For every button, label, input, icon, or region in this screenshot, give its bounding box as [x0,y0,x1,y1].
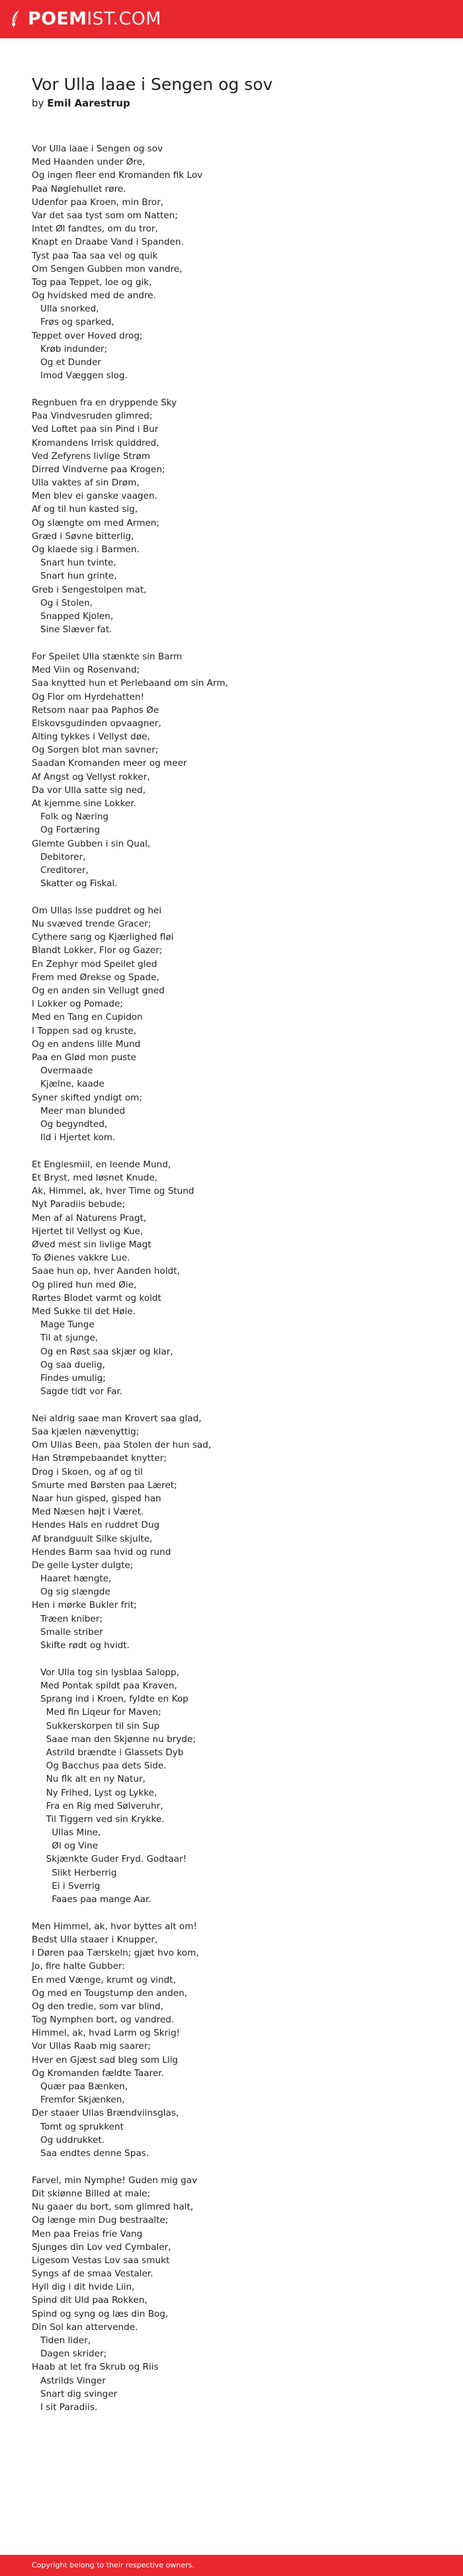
poem-line: Ullas Mine, [32,1827,101,1839]
poem-line: Og i Stolen, [32,597,93,608]
poem-line: To Øienes vakkre Lue. [32,1253,130,1264]
quill-pen-icon [9,10,22,28]
poem-line: I Døren paa Tærskeln; gjæt hvo kom, [32,1948,199,1959]
poem-line: Ulla snorked, [32,304,99,315]
poem-line: Cythere sang og Kjærlighed fløi [32,932,174,943]
poem-line: Men Himmel, ak, hvor byttes alt om! [32,1921,197,1932]
poem-line: Snart hun tvinte, [32,558,116,569]
poem-line: Saadan Kromanden meer og meer [32,758,187,769]
poem-line: En Zephyr mod Speilet gled [32,958,157,970]
poem-line: Slikt Herberrig [32,1867,117,1878]
poem-line: Quær paa Bænken, [32,2081,128,2093]
poem-line: Farvel, min Nymphe! Guden mig gav [32,2175,198,2186]
site-footer [0,2555,463,2576]
poem-line: Tomt og sprukkent [32,2121,124,2132]
poem-line: Tog paa Teppet, loe og gik, [32,276,152,288]
poem-line: Hyll dig i dit hvide Liin, [32,2282,135,2293]
stanza [32,1412,442,1652]
poem-line: Med fin Liqeur for Maven; [32,1707,161,1718]
poem-line: Spind dit Uld paa Rokken, [32,2295,147,2306]
poem-line: Og længe min Dug bestraalte; [32,2215,169,2226]
poem-line: Spind og syng og læs din Bog, [32,2308,169,2319]
poem-line: Smurte med Børsten paa Læret; [32,1479,177,1491]
poem-line: Og den tredie, som var blind, [32,2001,163,2012]
poem-line: Sagde tidt vor Far. [32,1386,123,1397]
poem-line: Ligesom Vestas Lov saa smukt [32,2255,170,2266]
poem-line: Og et Dunder [32,357,101,368]
poem-line: Sjunges din Lov ved Cymbaler, [32,2241,171,2253]
poem-line: Nu gaaer du bort, som glimred halt, [32,2202,194,2213]
poem-line: Rørtes Blodet varmt og koldt [32,1292,161,1304]
poem-line: Nu svæved trende Gracer; [32,919,151,930]
poem-line: I Toppen sad og kruste, [32,1025,136,1036]
poem-line: Om Sengen Gubben mon vandre, [32,263,183,274]
poem-line: Med en Tang en Cupidon [32,1012,143,1023]
poem-line: Nei aldrig saae man Krovert saa glad, [32,1413,202,1424]
stanza [32,904,442,1144]
poem-line: Ny Frihed, Lyst og Lykke, [32,1787,157,1798]
poem-line: Snart dig svinger [32,2388,118,2399]
poem-line: Og en Røst saa skjær og klar, [32,1346,173,1357]
poem-line: Og Fortæring [32,825,101,836]
poem-line: Jo, fire halte Gubber: [32,1961,125,1972]
poem-line: Snapped Kjolen, [32,610,114,622]
poem-line: Saae man den Skjønne nu bryde; [32,1733,196,1745]
poem-line: Øl og Vine [32,1841,99,1852]
poem-line: Vor Ulla laae i Sengen og sov [32,144,163,154]
poem-line: Tyst paa Taa saa vel og quik [32,250,158,261]
poem-line: Astrild brændte i Glassets Dyb [32,1747,184,1758]
poem-line: At kjemme sine Lokker. [32,798,136,809]
poem-line: Mage Tunge [32,1319,95,1331]
poem-line: Vor Ullas Raab mig saarer; [32,2041,151,2052]
poem-line: Sprang ind i Kroen, fyldte en Kop [32,1694,189,1705]
stanza [32,396,442,636]
poem-line: Saae hun op, hver Aanden holdt, [32,1266,180,1277]
stanza [32,1158,442,1398]
poem-line: En med Vænge, krumt og vindt, [32,1974,176,1985]
footer-copyright: Copyright belong to their respective owners. [32,2561,194,2569]
poem-line: Tog Nymphen bort, og vandred. [32,2015,175,2026]
poem-line: Og Kromanden fældte Taarer. [32,2067,164,2079]
poem-line: Med Pontak spildt paa Kraven, [32,1681,177,1691]
poem-line: Da vor Ulla satte sig ned, [32,784,146,796]
poem-line: De geile Lyster dulgte; [32,1559,134,1571]
poem-line: Og hvidsked med de andre. [32,290,156,302]
poem-line: Af Angst og Vellyst rokker, [32,771,150,782]
poem-line: Syner skifted yndigt om; [32,1092,142,1103]
poem-line: Hen i mørke Bukler frit; [32,1600,137,1611]
poem-line: Creditorer, [32,864,89,876]
poem-line: Paa en Glød mon puste [32,1052,136,1063]
poem-line: Bedst Ulla staaer i Knupper, [32,1934,158,1945]
poem-line: Naar hun gisped, gisped han [32,1493,161,1504]
poem-line: Teppet over Hoved drog; [32,330,143,341]
poem-line: Smalle striber [32,1626,103,1638]
poem-line: Og med en Tougstump den anden, [32,1987,188,1999]
poem-line: Sukkerskorpen til sin Sup [32,1720,160,1731]
poem-line: Og sig slængde [32,1587,110,1598]
poem-line: Hendes Hals en ruddret Dug [32,1520,160,1531]
poem-line: Og en anden sin Vellugt gned [32,985,165,997]
poem-line: Paa Vindvesruden glimred; [32,411,153,422]
byline-prefix: by [32,97,44,109]
poem-line: Græd i Søvne bitterlig, [32,530,134,542]
poem-line: For Speilet Ulla stænkte sin Barm [32,651,183,662]
poem-line: Han Strømpebaandet knytter; [32,1453,167,1464]
poem-line: Dagen skrider; [32,2348,107,2360]
poem-line: Haab at let fra Skrub og Riis [32,2362,159,2373]
poem-line: Saa knytted hun et Perlebaand om sin Arm, [32,678,228,689]
poem-line: Om Ullas Isse puddret og hei [32,905,162,916]
poem-line: Men af al Naturens Pragt, [32,1212,147,1224]
poem-line: Og uddrukket. [32,2134,105,2145]
poem-line: Hendes Barm saa hvid og rund [32,1546,171,1558]
poem-line: Men paa Freias frie Vang [32,2228,143,2239]
poem-line: Til Tiggern ved sin Krykke. [32,1813,165,1825]
poem-line: Øved mest sin livlige Magt [32,1239,151,1250]
poem-line: Og slængte om med Armen; [32,517,160,528]
poem-line: Ved Zefyrens livlige Strøm [32,450,151,462]
poem-line: Skatter og Fiskal. [32,878,118,890]
poem-line: Tiden lider, [32,2335,91,2346]
poem-line: Haaret hængte, [32,1573,112,1585]
poem-line: Himmel, ak, hvad Larm og Skrig! [32,2028,181,2039]
stanza [32,1920,442,2160]
poem-line: Hver en Gjæst sad bleg som Liig [32,2054,179,2065]
site-header [0,0,463,38]
stanza [32,2174,442,2414]
poem-line: Ulla vaktes af sin Drøm, [32,478,140,489]
poem-line: Og Bacchus paa dets Side. [32,1761,167,1772]
poem-line: Ild i Hjertet kom. [32,1132,116,1143]
poem-line: Debitorer, [32,851,86,862]
poem-line: Om Ullas Been, paa Stolen der hun sad, [32,1440,212,1451]
poem-line: Regnbuen fra en dryppende Sky [32,397,177,408]
poem-line: Skifte rødt og hvidt. [32,1640,130,1651]
poem-line: Elskovsgudinden opvaagner, [32,718,161,729]
poem-line: Folk og Næring [32,811,108,823]
poem-line: Nu flk alt en ny Natur, [32,1774,146,1785]
poem-line: I sit Paradiis. [32,2401,98,2413]
poem-line: Fremfor Skjænken, [32,2095,125,2106]
poem-line: Og Sorgen blot man savner; [32,745,159,756]
poem-line: Og plired hun med Øie, [32,1279,137,1290]
poem-line: Knapt en Draabe Vand i Spanden. [32,237,184,248]
poem-line: Og ingen fleer end Kromanden fik Lov [32,170,203,181]
poem-line: Alting tykkes i Vellyst døe, [32,731,150,743]
poem-line: Glemte Gubben i sin Qual, [32,838,151,849]
poem-line: Ved Loftet paa sin Pind i Bur [32,424,159,435]
poem-line: Træen kniber; [32,1613,103,1624]
poem-line: Retsom naar paa Paphos Øe [32,704,159,716]
poem-line: Greb i Sengestolpen mat, [32,584,147,595]
poem-line: Dirred Vindverne paa Krogen; [32,464,165,475]
site-logo[interactable] [9,8,161,30]
stanza [32,142,442,382]
poem-line: Krøb indunder; [32,343,108,354]
poem-line: Ei i Sverrig [32,1880,101,1891]
poem-line: Af og til hun kasted sig, [32,504,138,515]
poem-line: Og begyndted, [32,1118,108,1130]
poem-line: Og saa duelig, [32,1359,105,1370]
poem-line: Paa Nøglehullet røre. [32,183,126,194]
poem-line: Meer man blunded [32,1105,126,1116]
logo-text-bold: POEM [28,9,87,29]
poem-line: Med Viin og Rosenvand; [32,665,140,676]
poem-line: Med Næsen højt i Været. [32,1507,144,1518]
poem-line: Fra en Rig med Sølveruhr, [32,1800,163,1811]
poem-line: Til at sjunge, [32,1333,99,1344]
poem-line: Kromandens Irrisk quiddred, [32,437,159,448]
poem-line: Og en andens lille Mund [32,1038,141,1050]
poem-line: Af brandguult Silke skjulte, [32,1533,153,1544]
poem-title: Vor Ulla laae i Sengen og sov [32,75,273,94]
poem-line: I Lokker og Pomade; [32,999,123,1010]
poem-body [32,142,442,2428]
poem-line: Imod Væggen slog. [32,370,128,382]
poem-line: Og klaede sig i Barmen. [32,544,140,556]
poem-line: Et Bryst, med løsnet Knude, [32,1173,158,1184]
poem-line: Syngs af de smaa Vestaler. [32,2268,153,2280]
logo-text-light: IST.COM [87,9,161,29]
stanza [32,650,442,890]
stanza [32,1666,442,1906]
poem-line: Dit skiønne Billed at male; [32,2188,151,2199]
poem-line: Hjertet til Vellyst og Kue, [32,1226,144,1237]
poem-line: Nyt Paradiis bebude; [32,1199,126,1210]
poem-line: Frem med Ørekse og Spade, [32,972,159,983]
poem-line: Og Flor om Hyrdehatten! [32,691,144,702]
poem-line: Kjælne, kaade [32,1079,105,1090]
poem-line: Der staaer Ullas Brændviinsglas, [32,2108,179,2119]
poem-line: Med Haanden under Øre, [32,157,146,168]
poem-line: Intet Øl fandtes, om du tror, [32,224,158,235]
poem-line: Astrilds Vinger [32,2375,106,2386]
poem-line: Sine Slæver fat. [32,624,112,636]
poem-line: Men blev ei ganske vaagen. [32,491,157,502]
poem-line: Saa kjælen nævenyttig; [32,1427,140,1438]
byline [32,97,130,110]
poem-line: Overmaade [32,1065,93,1077]
poem-line: Faaes paa mange Aar. [32,1894,151,1905]
poem-line: Et Englesmiil, en leende Mund, [32,1159,171,1170]
poem-line: Findes umulig; [32,1372,106,1384]
poem-line: Vor Ulla tog sin lysblaa Salopp, [32,1667,179,1678]
author-link[interactable]: Emil Aarestrup [47,97,130,109]
poem-line: Blandt Lokker, Flor og Gazer; [32,945,163,956]
poem-line: Snart hun grinte, [32,571,117,582]
poem-line: Ak, Himmel, ak, hver Time og Stund [32,1186,194,1197]
poem-line: Saa endtes denne Spas. [32,2147,149,2159]
poem-line: Drog i Skoen, og af og til [32,1466,143,1477]
poem-line: Var det saa tyst som om Natten; [32,210,178,221]
poem-line: Din Sol kan attervende. [32,2321,138,2333]
poem-line: Udenfor paa Kroen, min Bror, [32,196,164,208]
poem-line: Frøs og sparked, [32,317,114,328]
poem-line: Skjænkte Guder Fryd. Godtaar! [32,1854,187,1865]
poem-line: Med Sukke til det Høie. [32,1306,136,1317]
